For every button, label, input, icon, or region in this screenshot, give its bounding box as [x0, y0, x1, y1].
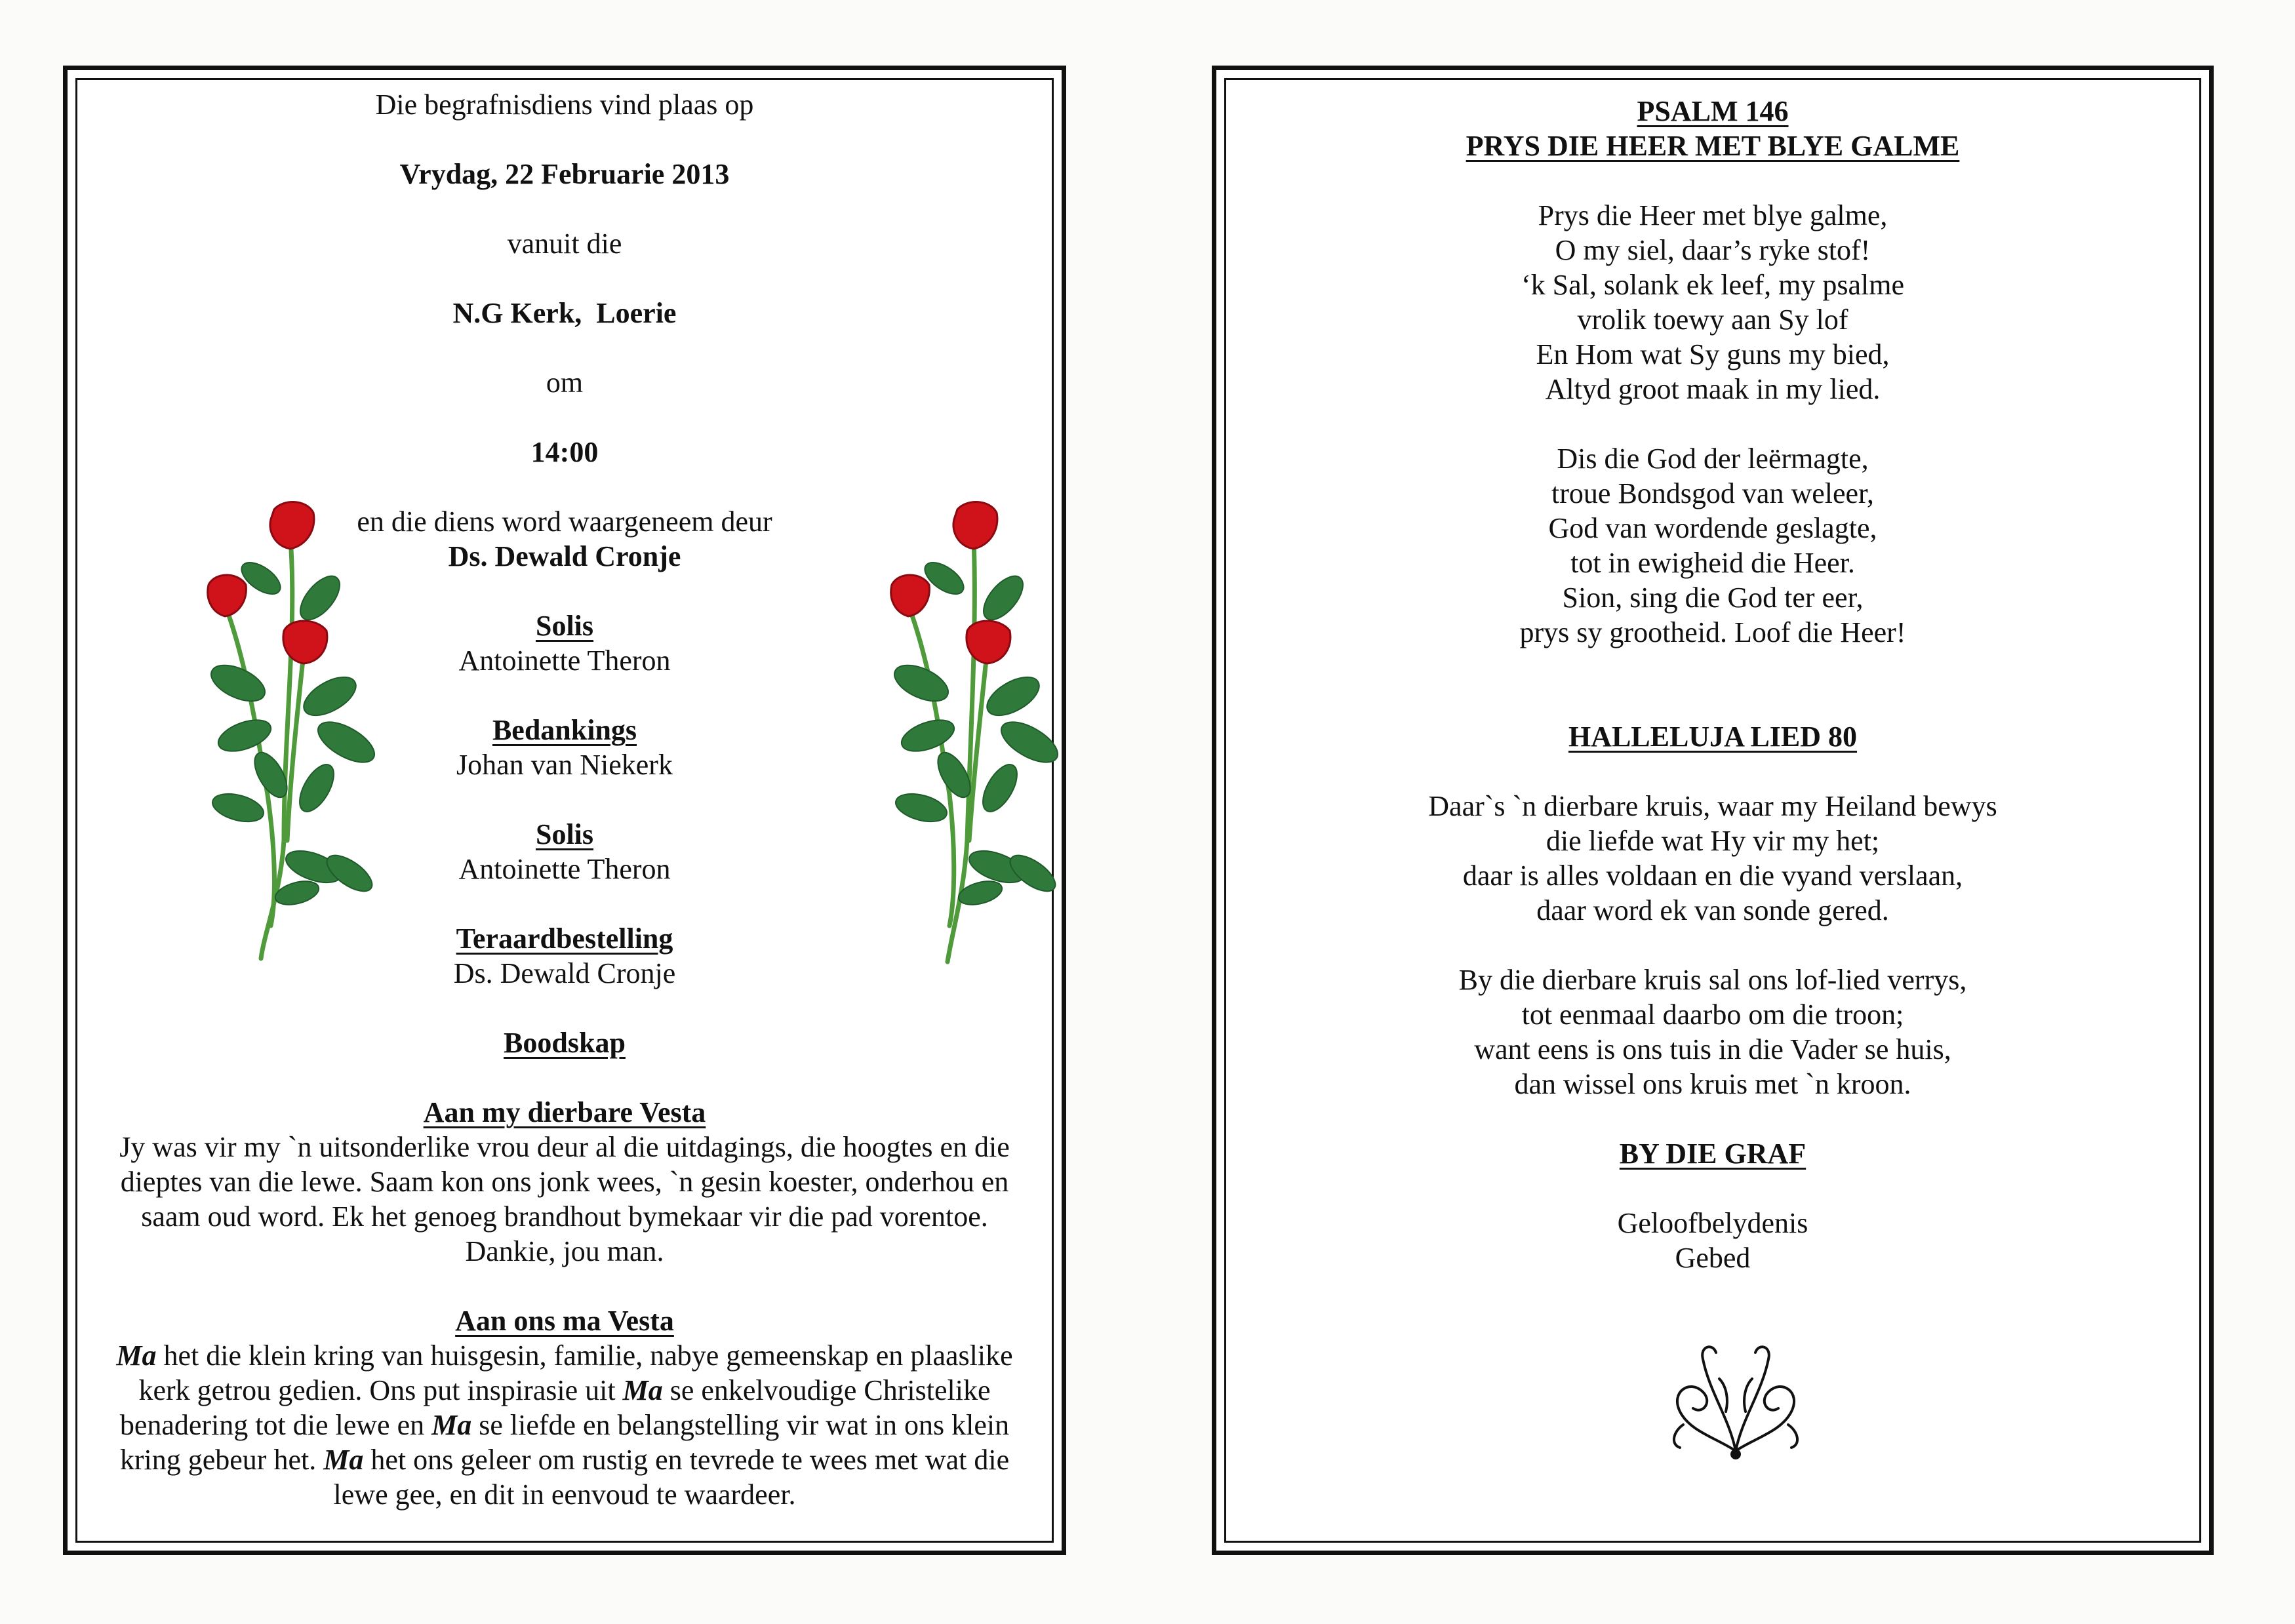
psalm-title: PSALM 146 [1637, 95, 1789, 127]
service-time: 14:00 [530, 436, 599, 468]
verse-line: dan wissel ons kruis met `n kroon. [1514, 1068, 1911, 1100]
verse-line: By die dierbare kruis sal ons lof-lied verrys, [1458, 964, 1967, 996]
message2-heading: Aan ons ma Vesta [455, 1305, 674, 1337]
verse-line: Daar`s `n dierbare kruis, waar my Heiland bewys [1428, 790, 1997, 822]
message2-part2: se enkelvoudige Christelike benadering tot die lewe en [119, 1374, 991, 1441]
verse-line: ‘k Sal, solank ek leef, my psalme [1521, 269, 1905, 301]
message1-heading: Aan my dierbare Vesta [423, 1096, 706, 1128]
flourish-ornament-icon [1664, 1339, 1808, 1464]
led-by-intro: en die diens word waargeneem deur [357, 505, 772, 538]
service-at: om [546, 366, 584, 399]
program-heading-1: Solis [535, 610, 594, 642]
verse-line: want eens is ons tuis in die Vader se huis, [1474, 1033, 1951, 1065]
service-intro: Die begrafnisdiens vind plaas op [375, 89, 754, 121]
verse-line: God van wordende geslagte, [1548, 512, 1877, 544]
verse-line: die liefde wat Hy vir my het; [1546, 825, 1880, 857]
psalm-verse-1 [1216, 198, 2209, 406]
program-heading-3: Solis [535, 818, 594, 850]
minister-name: Ds. Dewald Cronje [448, 540, 681, 572]
hymn-verse-1 [1216, 789, 2209, 928]
ma-word: Ma [116, 1339, 157, 1372]
program-name-4: Ds. Dewald Cronje [453, 957, 676, 989]
ma-word: Ma [323, 1444, 364, 1476]
psalm-verse-2 [1216, 441, 2209, 650]
verse-line: daar is alles voldaan en die vyand verslaan, [1462, 860, 1963, 892]
hymn-title: HALLELUJA LIED 80 [1568, 721, 1858, 753]
verse-line: Dis die God der leërmagte, [1557, 443, 1869, 475]
verse-line: prys sy grootheid. Loof die Heer! [1519, 616, 1906, 648]
message1-body: Jy was vir my `n uitsonderlike vrou deur al die uitdagings, die hoogtes en die dieptes van die lewe. Saam kon ons jonk wees, `n gesin koester, onderhou en saam oud word. Ek het genoeg brandhout bymekaar vir die pad vorentoe. Dankie, jou man. [119, 1131, 1010, 1267]
message2-part4: het ons geleer om rustig en tevrede te wees met wat die lewe gee, en dit in eenvoud te waardeer. [333, 1444, 1010, 1511]
service-date: Vrydag, 22 Februarie 2013 [399, 158, 730, 190]
psalm-subtitle: PRYS DIE HEER MET BLYE GALME [1466, 130, 1960, 162]
ma-word: Ma [431, 1409, 472, 1441]
message2-part3: se liefde en belangstelling vir wat in ons klein kring gebeur het. [119, 1409, 1010, 1476]
program-heading-4: Teraardbestelling [456, 922, 673, 955]
program-heading-2: Bedankings [492, 714, 637, 746]
verse-line: vrolik toewy aan Sy lof [1577, 304, 1848, 336]
program-name-1: Antoinette Theron [458, 644, 671, 677]
boodskap-heading: Boodskap [504, 1027, 626, 1059]
message2-body [99, 1338, 1030, 1512]
verse-line: Sion, sing die God ter eer, [1562, 582, 1864, 614]
grave-title: BY DIE GRAF [1619, 1138, 1806, 1170]
verse-line: O my siel, daar’s ryke stof! [1555, 234, 1871, 266]
right-page-content [1216, 94, 2209, 1275]
verse-line: Prys die Heer met blye galme, [1538, 199, 1888, 231]
service-venue: N.G Kerk, Loerie [452, 297, 677, 329]
message2-part1: het die klein kring van huisgesin, familie, nabye gemeenskap en plaaslike kerk getrou gedien. Ons put inspirasie uit [138, 1339, 1013, 1406]
left-page [63, 66, 1066, 1555]
verse-line: troue Bondsgod van weleer, [1551, 477, 1874, 509]
rose-bouquet-right-icon [879, 500, 1075, 978]
verse-line: tot in ewigheid die Heer. [1570, 547, 1855, 579]
program-name-2: Johan van Niekerk [456, 749, 673, 781]
ma-word: Ma [622, 1374, 663, 1406]
verse-line: En Hom wat Sy guns my bied, [1536, 338, 1890, 370]
right-page [1212, 66, 2214, 1555]
hymn-verse-2 [1216, 962, 2209, 1101]
verse-line: daar word ek van sonde gered. [1536, 894, 1889, 926]
program-name-3: Antoinette Theron [458, 853, 671, 885]
service-from: vanuit die [507, 228, 622, 260]
grave-item-2: Gebed [1675, 1242, 1751, 1274]
grave-item-1: Geloofbelydenis [1617, 1207, 1808, 1239]
verse-line: tot eenmaal daarbo om die troon; [1521, 999, 1904, 1031]
rose-bouquet-left-icon [199, 500, 395, 978]
verse-line: Altyd groot maak in my lied. [1545, 373, 1881, 405]
